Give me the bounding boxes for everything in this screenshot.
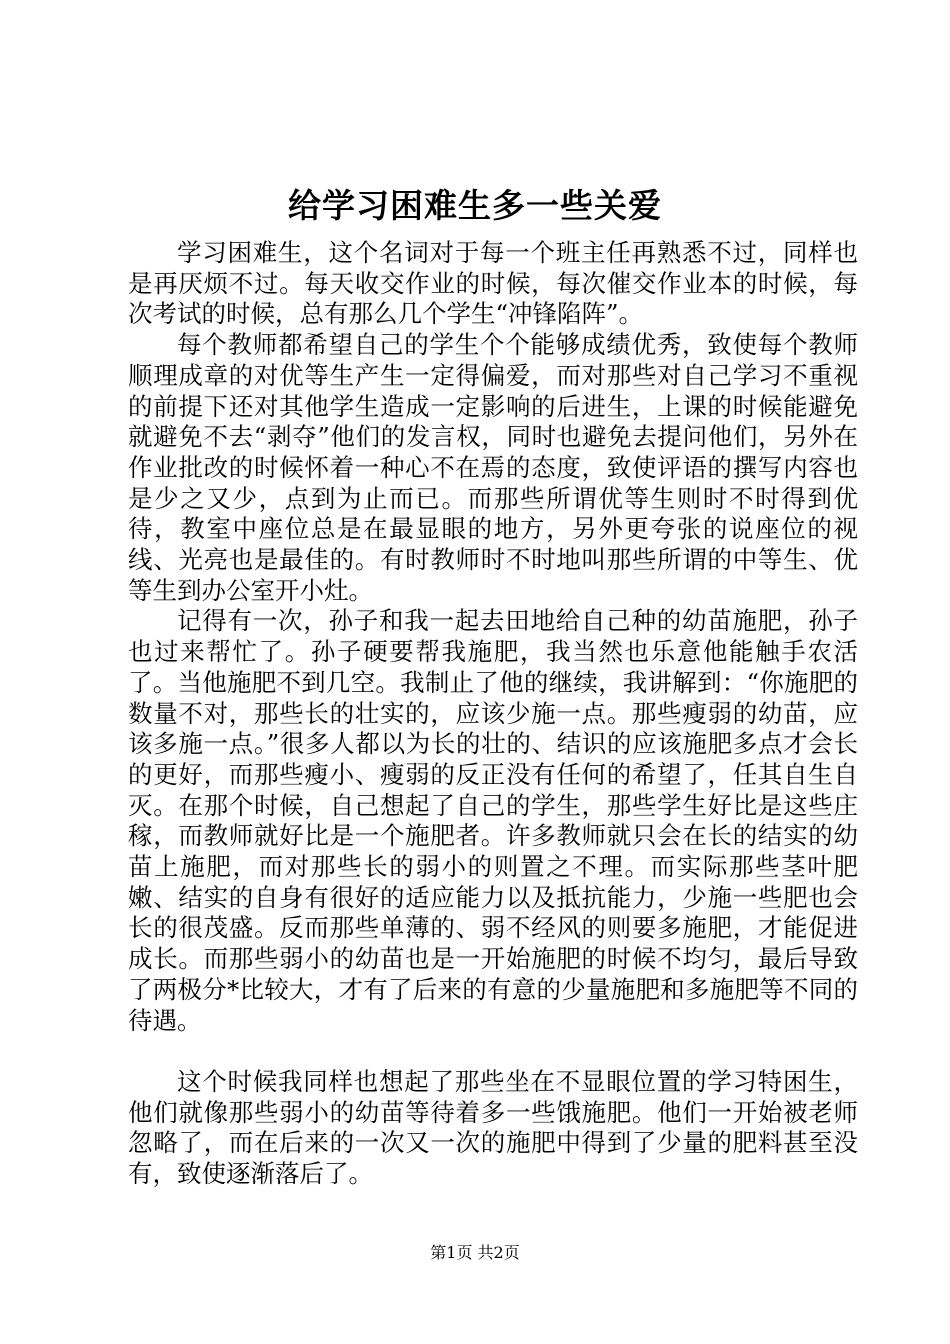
paragraph-1: 学习困难生，这个名词对于每一个班主任再熟悉不过，同样也是再厌烦不过。每天收交作业的时候，每次催交作业本的时候，每次考试的时候，总有那么几个学生“冲锋陷阵”。: [128, 238, 858, 329]
page-footer: 第1页 共2页: [430, 1243, 520, 1262]
document-body: [128, 238, 858, 1190]
paragraph-3: 记得有一次，孙子和我一起去田地给自己种的幼苗施肥，孙子也过来帮忙了。孙子硬要帮我施肥，我当然也乐意他能触手农活了。当他施肥不到几空。我制止了他的继续，我讲解到：“你施肥的数量不对，那些长的壮实的，应该少施一点。那些瘦弱的幼苗，应该多施一点。”很多人都以为长的壮的、结识的应该施肥多点才会长的更好，而那些瘦小、瘦弱的反正没有任何的希望了，任其自生自灭。在那个时候，自己想起了自己的学生，那些学生好比是这些庄稼，而教师就好比是一个施肥者。许多教师就只会在长的结实的幼苗上施肥，而对那些长的弱小的则置之不理。而实际那些茎叶肥嫩、结实的自身有很好的适应能力以及抵抗能力，少施一些肥也会长的很茂盛。反而那些单薄的、弱不经风的则要多施肥，才能促进成长。而那些弱小的幼苗也是一开始施肥的时候不均匀，最后导致了两极分*比较大，才有了后来的有意的少量施肥和多施肥等不同的待遇。: [128, 606, 858, 1035]
paragraph-4: 这个时候我同样也想起了那些坐在不显眼位置的学习特困生，他们就像那些弱小的幼苗等待着多一些饿施肥。他们一开始被老师忽略了，而在后来的一次又一次的施肥中得到了少量的肥料甚至没有，致使逐渐落后了。: [128, 1066, 858, 1189]
document-title: 给学习困难生多一些关爱: [288, 186, 662, 225]
paragraph-2: 每个教师都希望自己的学生个个能够成绩优秀，致使每个教师顺理成章的对优等生产生一定得偏爱，而对那些对自己学习不重视的前提下还对其他学生造成一定影响的后进生，上课的时候能避免就避免不去“剥夺”他们的发言权，同时也避免去提问他们，另外在作业批改的时候怀着一种心不在焉的态度，致使评语的撰写内容也是少之又少，点到为止而已。而那些所谓优等生则时不时得到优待，教室中座位总是在最显眼的地方，另外更夸张的说座位的视线、光亮也是最佳的。有时教师时不时地叫那些所谓的中等生、优等生到办公室开小灶。: [128, 330, 858, 605]
